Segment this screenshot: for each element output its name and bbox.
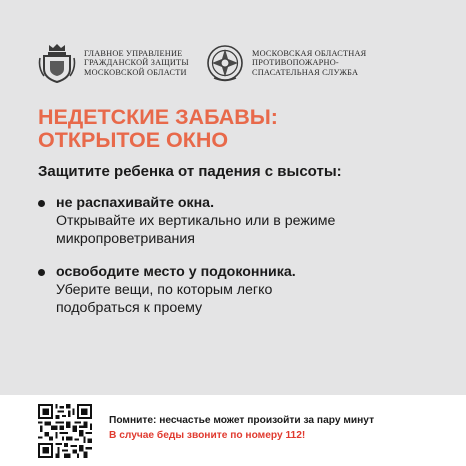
emergency-number-text: В случае беды звоните по номеру 112! [109,430,306,441]
org-name-line: ГРАЖДАНСКОЙ ЗАЩИТЫ [84,58,189,68]
title-line: НЕДЕТСКИЕ ЗАБАВЫ: [38,105,278,129]
moscow-region-coat-of-arms-icon [38,42,76,84]
footer-reminder: Помните: несчастье может произойти за пару минут [109,415,375,426]
tip-text [56,263,296,317]
subtitle: Защитите ребенка от падения с высоты: [38,163,342,180]
org-name-line: МОСКОВСКАЯ ОБЛАСТНАЯ [252,48,367,58]
fire-rescue-service-emblem-icon [206,42,244,84]
tip-heading: освободите место у подоконника. [56,264,296,280]
org-fire-rescue [206,38,366,88]
tip-line: Открывайте их вертикально или в режиме [56,213,336,229]
qr-code-icon[interactable] [38,404,92,458]
org-name-line: СПАСАТЕЛЬНАЯ СЛУЖБА [252,67,359,77]
title-line: ОТКРЫТОЕ ОКНО [38,128,229,152]
org-name-line: МОСКОВСКОЙ ОБЛАСТИ [84,67,187,77]
poster-title [38,106,278,152]
tip-line: подобраться к проему [56,300,203,316]
bullet-dot [38,200,45,207]
bullet-dot [38,269,45,276]
footer-notes [109,413,374,443]
org-name-line: ПРОТИВОПОЖАРНО- [252,58,339,68]
tip-line: микропроветривания [56,231,195,247]
tip-heading: не распахивайте окна. [56,195,215,211]
footer [0,395,466,466]
tip-line: Уберите вещи, по которым легко [56,282,273,298]
org-civil-defense-name [84,49,189,78]
org-name-line: ГЛАВНОЕ УПРАВЛЕНИЕ [84,48,183,58]
org-civil-defense [38,38,189,88]
org-fire-rescue-name [252,49,366,78]
tip-text [56,194,335,248]
header-logos [38,38,446,88]
